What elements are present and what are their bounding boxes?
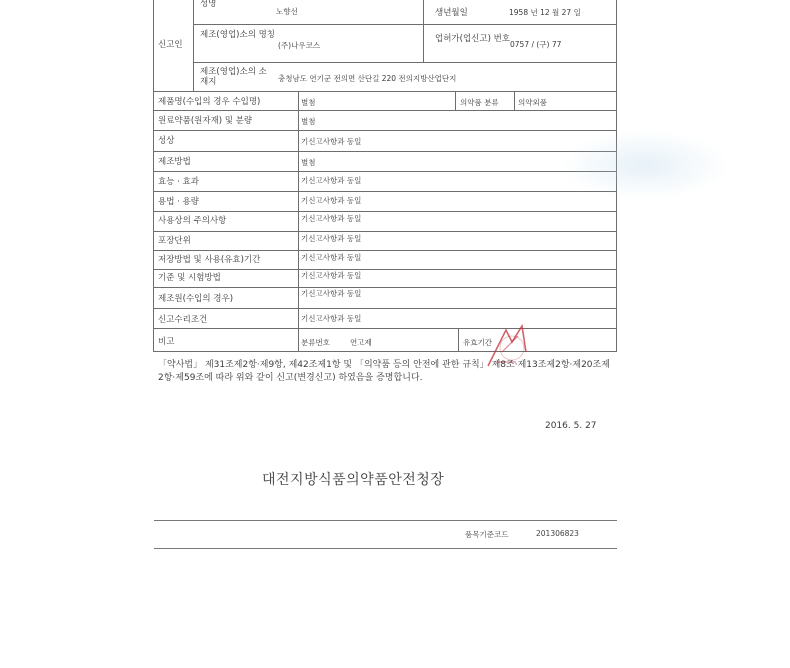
declaration-text: 「약사법」 제31조제2항·제9항, 제42조제1항 및 「의약품 등의 안전에 관한 규칙」 제8조·제13조제2항·제20조제2항·제59조에 따라 위와 같이 신고(변경신고) 하였음을 증명합니다. [158, 360, 610, 383]
storage-value: 기신고사항과 동일 [301, 253, 362, 262]
product-code-label: 품목기준코드 [465, 530, 509, 539]
product-name-label: 제품명(수입의 경우 수입명) [158, 97, 261, 107]
watermark-wash [560, 130, 730, 200]
ingredients-label: 원료약품(원자재) 및 분량 [158, 116, 253, 126]
name-label: 성명 [200, 0, 217, 9]
dosage-value: 기신고사항과 동일 [301, 196, 362, 205]
precautions-value: 기신고사항과 동일 [301, 214, 362, 223]
class-number-value: 연고제 [350, 338, 372, 347]
acceptance-condition-label: 신고수리조건 [158, 315, 208, 325]
name-value: 노향선 [276, 7, 298, 16]
address-label: 제조(영업)소의 소재지 [200, 67, 267, 87]
efficacy-value: 기신고사항과 동일 [301, 176, 362, 185]
test-method-value: 기신고사항과 동일 [301, 271, 362, 280]
packaging-value: 기신고사항과 동일 [301, 234, 362, 243]
footer-rule-top [154, 520, 617, 521]
license-label: 업허가(업신고) 번호 [435, 34, 511, 44]
packaging-label: 포장단위 [158, 236, 191, 246]
validity-label: 유효기간 [463, 338, 492, 347]
dosage-label: 용법 · 용량 [158, 197, 199, 207]
remarks-label: 비고 [158, 337, 175, 347]
footer-rule-bottom [154, 548, 617, 549]
acceptance-condition-value: 기신고사항과 동일 [301, 314, 362, 323]
appearance-label: 성상 [158, 136, 175, 146]
test-method-label: 기준 및 시험방법 [158, 273, 221, 283]
license-value: 0757 / (구) 77 [510, 40, 562, 49]
drug-class-label: 의약품 분류 [460, 98, 499, 107]
drug-class-value: 의약외품 [518, 98, 547, 107]
address-value: 충청남도 연기군 전의면 산단길 220 전의지방산업단지 [278, 74, 457, 83]
ingredients-value: 별첨 [301, 117, 316, 126]
manufacturing-method-label: 제조방법 [158, 157, 191, 167]
appearance-value: 기신고사항과 동일 [301, 137, 362, 146]
company-label: 제조(영업)소의 명칭 [200, 30, 276, 40]
precautions-label: 사용상의 주의사항 [158, 216, 227, 226]
issuer-title: 대전지방식품의약품안전청장 [262, 472, 445, 488]
product-code-value: 201306823 [536, 529, 579, 538]
manufacturer-value: 기신고사항과 동일 [301, 289, 362, 298]
applicant-label: 신고인 [158, 40, 183, 50]
company-value: (주)나우코스 [278, 41, 321, 50]
issue-date: 2016. 5. 27 [545, 421, 597, 431]
manufacturer-label: 제조원(수입의 경우) [158, 294, 234, 304]
birth-label: 생년월일 [435, 8, 468, 18]
class-number-label: 분류번호 [301, 338, 330, 347]
product-name-value: 별첨 [301, 98, 316, 107]
storage-label: 저장방법 및 사용(유효)기간 [158, 255, 261, 265]
birth-value: 1958 년 12 월 27 일 [509, 8, 581, 17]
efficacy-label: 효능 · 효과 [158, 177, 199, 187]
manufacturing-method-value: 별첨 [301, 158, 316, 167]
